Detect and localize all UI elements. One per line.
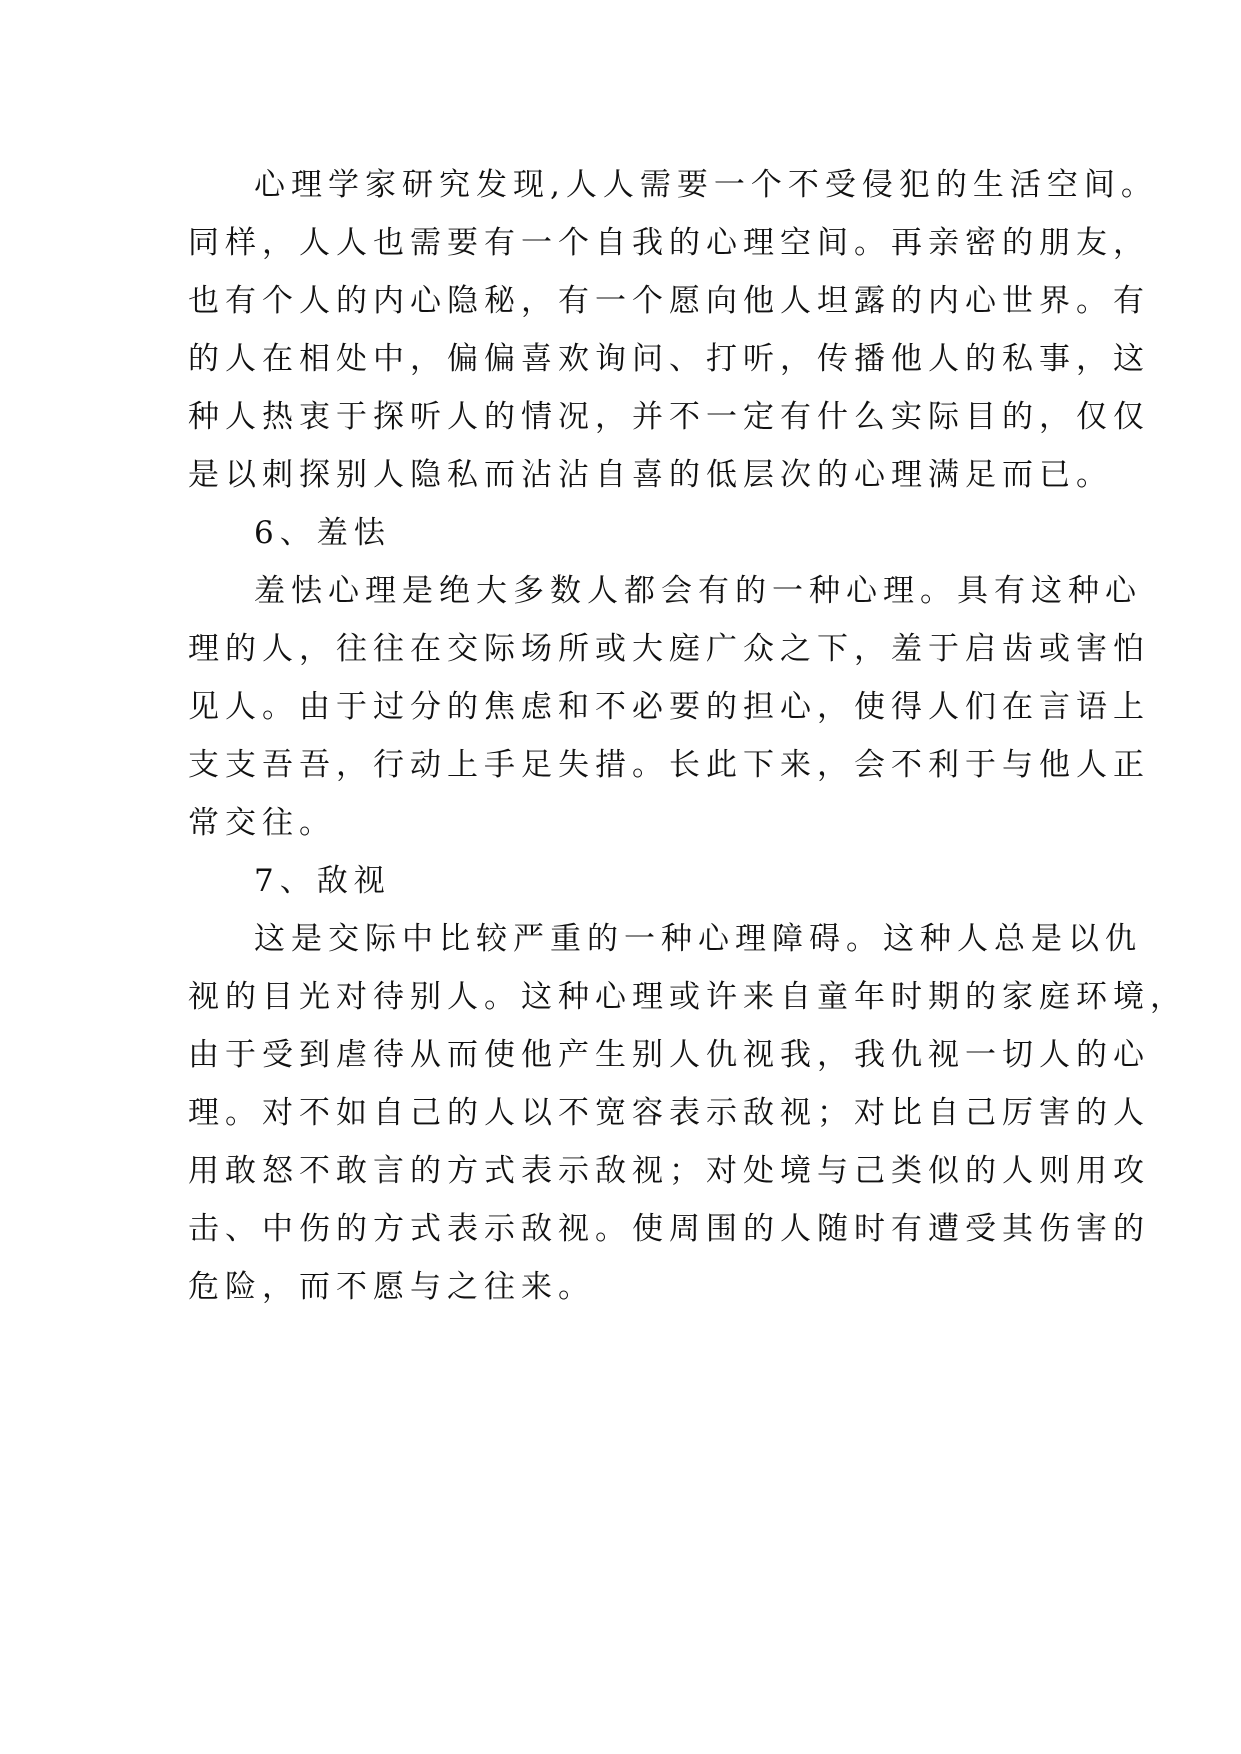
paragraph-privacy-line-3: 也有个人的内心隐秘，有一个愿向他人坦露的内心世界。有: [188, 283, 1150, 319]
paragraph-shyness-line-2: 理的人，往往在交际场所或大庭广众之下，羞于启齿或害怕: [188, 631, 1150, 667]
paragraph-privacy-line-4: 的人在相处中，偏偏喜欢询问、打听，传播他人的私事，这: [188, 341, 1150, 377]
section-heading-hostility: 7、敌视: [254, 863, 391, 899]
section-heading-shyness: 6、羞怯: [254, 515, 391, 551]
paragraph-privacy-line-5: 种人热衷于探听人的情况，并不一定有什么实际目的，仅仅: [188, 399, 1150, 435]
document-body: [188, 156, 1187, 1316]
paragraph-privacy-line-1: 心理学家研究发现,人人需要一个不受侵犯的生活空间。: [254, 167, 1158, 203]
paragraph-privacy-line-2: 同样，人人也需要有一个自我的心理空间。再亲密的朋友，: [188, 225, 1150, 261]
paragraph-hostility-line-4: 理。对不如自己的人以不宽容表示敌视；对比自己厉害的人: [188, 1095, 1150, 1131]
paragraph-hostility-line-5: 用敢怒不敢言的方式表示敌视；对处境与己类似的人则用攻: [188, 1153, 1150, 1189]
paragraph-hostility-line-6: 击、中伤的方式表示敌视。使周围的人随时有遭受其伤害的: [188, 1211, 1150, 1247]
paragraph-shyness-line-3: 见人。由于过分的焦虑和不必要的担心，使得人们在言语上: [188, 689, 1150, 725]
paragraph-shyness-line-1: 羞怯心理是绝大多数人都会有的一种心理。具有这种心: [254, 573, 1142, 609]
paragraph-hostility-line-1: 这是交际中比较严重的一种心理障碍。这种人总是以仇: [254, 921, 1142, 957]
paragraph-hostility-line-7: 危险，而不愿与之往来。: [188, 1269, 595, 1305]
paragraph-hostility-line-2: 视的目光对待别人。这种心理或许来自童年时期的家庭环境，: [188, 979, 1187, 1015]
paragraph-privacy-line-6: 是以刺探别人隐私而沾沾自喜的低层次的心理满足而已。: [188, 457, 1113, 493]
paragraph-hostility-line-3: 由于受到虐待从而使他产生别人仇视我，我仇视一切人的心: [188, 1037, 1150, 1073]
paragraph-shyness-line-5: 常交往。: [188, 805, 336, 841]
paragraph-shyness-line-4: 支支吾吾，行动上手足失措。长此下来，会不利于与他人正: [188, 747, 1150, 783]
